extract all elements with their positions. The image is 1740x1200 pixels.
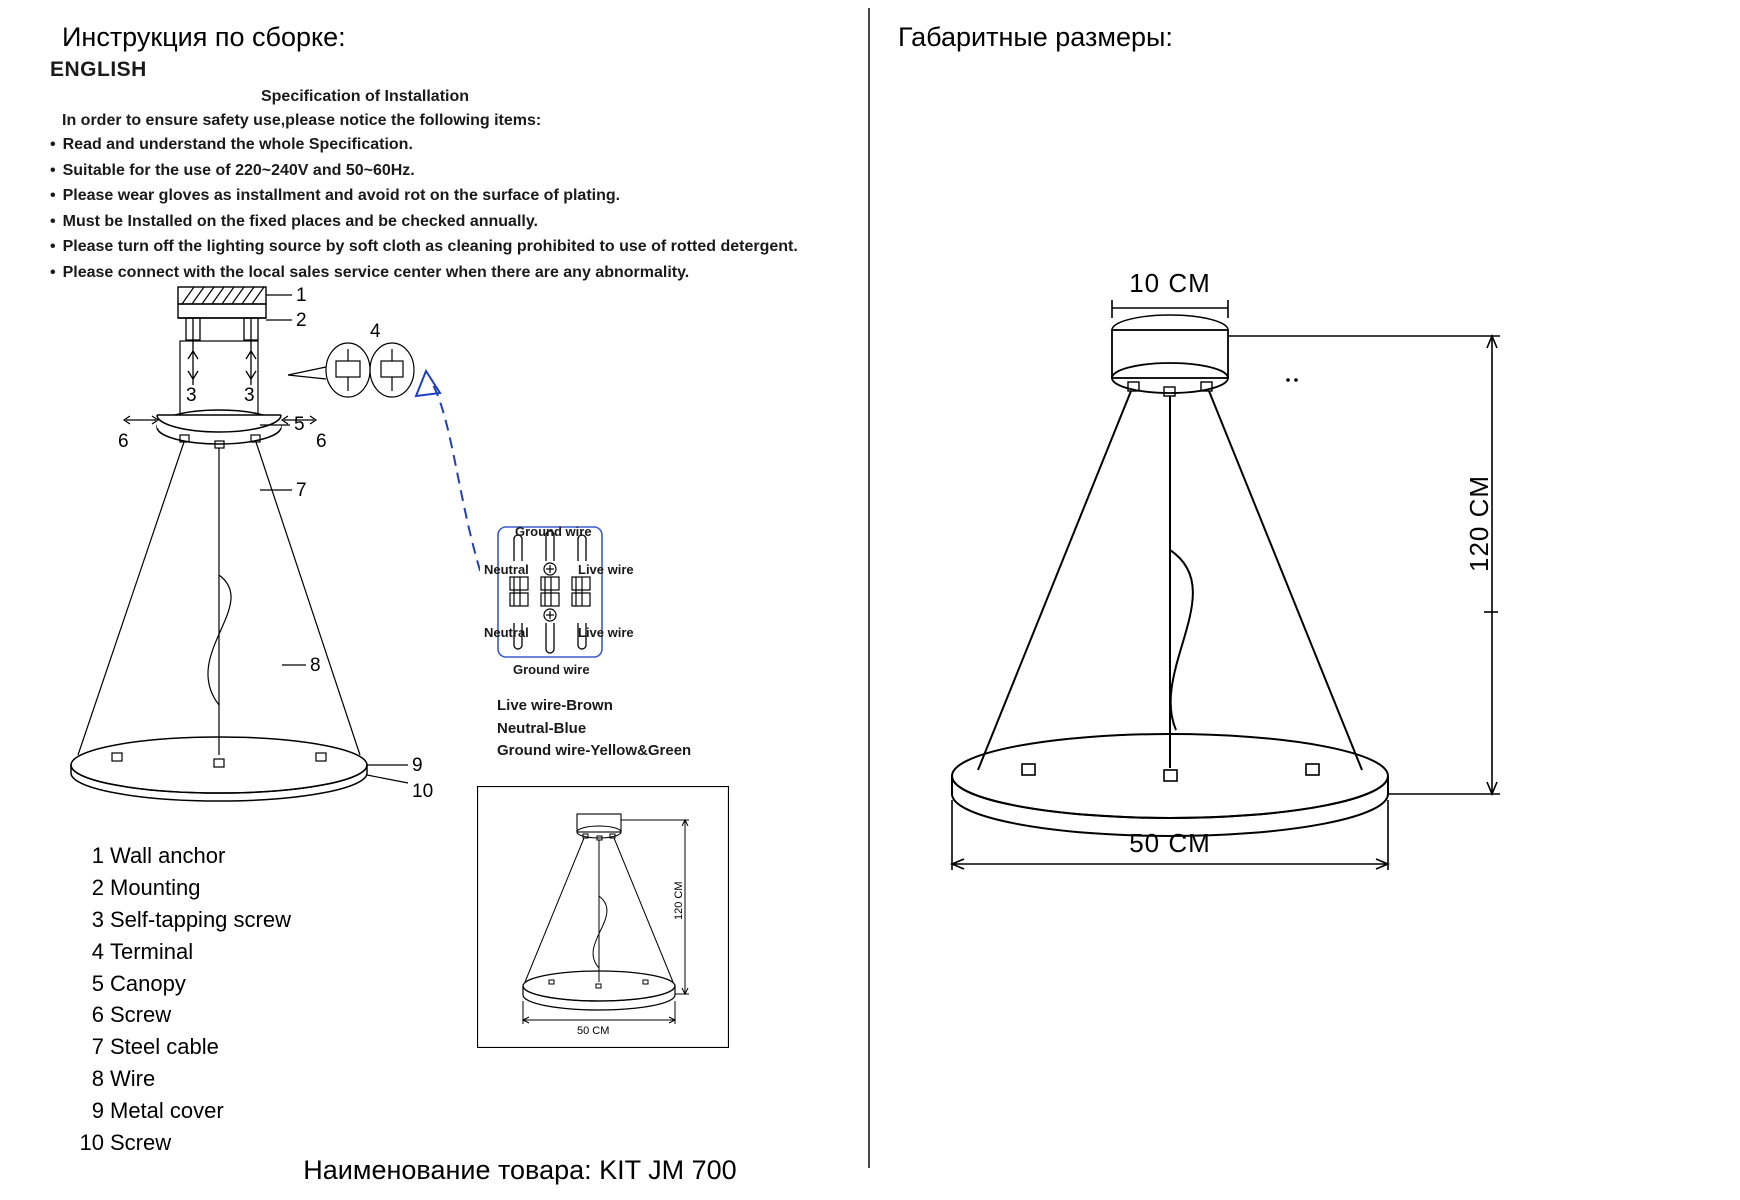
- spec-item-list: [50, 134, 850, 284]
- part-label: Canopy: [110, 970, 186, 996]
- part-item: [78, 904, 291, 936]
- part-number: 5: [91, 970, 104, 996]
- part-number: 9: [91, 1098, 104, 1124]
- spec-item: • Must be Installed on the fixed places and be checked annually.: [50, 211, 850, 233]
- part-number: 6: [91, 1002, 104, 1028]
- part-item: [78, 872, 291, 904]
- spec-item: • Please turn off the lighting source by soft cloth as cleaning prohibited to use of rotted detergent.: [50, 236, 850, 258]
- callout-9: 9: [412, 755, 423, 776]
- callout-3b: 3: [244, 385, 255, 406]
- callout-1: 1: [296, 285, 307, 306]
- part-number: 2: [91, 874, 104, 900]
- page-title-dimensions: Габаритные размеры:: [898, 22, 1173, 52]
- spec-item: • Please wear gloves as installment and avoid rot on the surface of plating.: [50, 185, 850, 207]
- product-name-caption: Наименование товара: KIT JM 700: [303, 1155, 737, 1185]
- part-item: [78, 968, 291, 1000]
- part-number: 8: [91, 1066, 104, 1092]
- part-label: Mounting: [110, 874, 201, 900]
- part-item: [78, 1031, 291, 1063]
- inset-diameter-label: 50 CM: [577, 1025, 610, 1037]
- callout-3a: 3: [186, 385, 197, 406]
- part-label: Metal cover: [110, 1098, 224, 1124]
- part-number: 10: [79, 1130, 104, 1156]
- part-label: Steel cable: [110, 1034, 219, 1060]
- part-item: [78, 999, 291, 1031]
- part-item: [78, 1063, 291, 1095]
- spec-item: • Suitable for the use of 220~240V and 50~60Hz.: [50, 160, 850, 182]
- callout-6a: 6: [118, 431, 129, 452]
- wire-color-legend: [497, 695, 691, 763]
- wire-legend-line: Neutral-Blue: [497, 719, 587, 737]
- part-label: Self-tapping screw: [110, 906, 291, 932]
- spec-item: • Please connect with the local sales service center when there are any abnormality.: [50, 262, 850, 284]
- callout-8: 8: [310, 655, 321, 676]
- callout-4: 4: [370, 321, 381, 342]
- callout-2: 2: [296, 310, 307, 331]
- spec-intro: In order to ensure safety use,please notice the following items:: [62, 112, 542, 129]
- top-width-label: 10 CM: [1129, 268, 1211, 298]
- spec-item: • Read and understand the whole Specification.: [50, 134, 850, 156]
- part-label: Wire: [110, 1066, 156, 1092]
- inset-height-label: 120 CM: [673, 881, 685, 920]
- diameter-label: 50 CM: [1129, 828, 1211, 858]
- part-label: Screw: [110, 1002, 172, 1028]
- callout-10: 10: [412, 781, 434, 802]
- part-label: Wall anchor: [110, 843, 226, 868]
- dimension-diagram: [900, 260, 1600, 940]
- part-number: 4: [91, 938, 104, 964]
- part-item: [78, 1095, 291, 1127]
- part-item: [78, 840, 291, 872]
- terminal-label-neutral-bottom: Neutral: [484, 625, 529, 640]
- wire-legend-line: Ground wire-Yellow&Green: [497, 742, 692, 759]
- assembly-diagram: [60, 275, 480, 815]
- parts-legend: [78, 840, 291, 1159]
- terminal-label-live-bottom: Live wire: [578, 625, 634, 640]
- part-number: 3: [91, 906, 104, 932]
- callout-6b: 6: [316, 431, 327, 452]
- terminal-label-live-top: Live wire: [578, 562, 634, 577]
- spec-title: Specification of Installation: [260, 88, 470, 105]
- terminal-label-neutral-top: Neutral: [484, 562, 529, 577]
- height-label: 120 CM: [1464, 474, 1494, 572]
- specification-block: [50, 58, 850, 288]
- inset-dimension-diagram: [477, 786, 729, 1048]
- part-item: [78, 936, 291, 968]
- part-label: Screw: [110, 1130, 172, 1156]
- wire-legend-line: Live wire-Brown: [497, 697, 613, 714]
- callout-7: 7: [296, 480, 307, 501]
- terminal-label-ground-bottom: Ground wire: [513, 662, 590, 677]
- vertical-divider: [868, 8, 870, 1168]
- part-number: 1: [91, 843, 104, 868]
- terminal-label-ground-top: Ground wire: [515, 524, 592, 539]
- part-number: 7: [91, 1034, 104, 1060]
- callout-5: 5: [294, 414, 305, 435]
- spec-language: ENGLISH: [50, 58, 147, 81]
- page-title-assembly: Инструкция по сборке:: [62, 22, 346, 52]
- part-label: Terminal: [110, 938, 194, 964]
